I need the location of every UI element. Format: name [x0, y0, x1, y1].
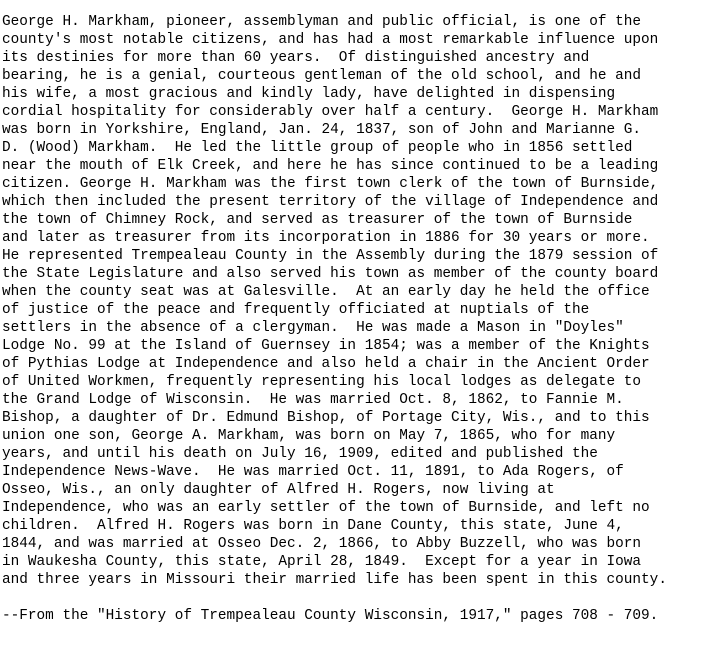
text-line: George H. Markham, pioneer, assemblyman and public official, is one of the [2, 14, 642, 30]
source-citation: --From the "History of Trempealeau County Wisconsin, 1917," pages 708 - 709. [2, 608, 659, 624]
text-line: He represented Trempealeau County in the Assembly during the 1879 session of [2, 248, 659, 264]
text-line: when the county seat was at Galesville. At an early day he held the office [2, 284, 650, 300]
text-line: and later as treasurer from its incorporation in 1886 for 30 years or more. [2, 230, 650, 246]
text-line: children. Alfred H. Rogers was born in Dane County, this state, June 4, [2, 518, 624, 534]
text-line: of United Workmen, frequently representing his local lodges as delegate to [2, 374, 642, 390]
text-line: the town of Chimney Rock, and served as treasurer of the town of Burnside [2, 212, 633, 228]
text-line: near the mouth of Elk Creek, and here he has since continued to be a leading [2, 158, 659, 174]
text-line: citizen. George H. Markham was the first town clerk of the town of Burnside, [2, 176, 659, 192]
text-line: Bishop, a daughter of Dr. Edmund Bishop, of Portage City, Wis., and to this [2, 410, 650, 426]
text-line: and three years in Missouri their married life has been spent in this county. [2, 572, 667, 588]
text-line: years, and until his death on July 16, 1909, edited and published the [2, 446, 598, 462]
text-line: county's most notable citizens, and has had a most remarkable influence upon [2, 32, 659, 48]
text-line: the Grand Lodge of Wisconsin. He was married Oct. 8, 1862, to Fannie M. [2, 392, 624, 408]
text-line: cordial hospitality for considerably over half a century. George H. Markham [2, 104, 659, 120]
text-line: union one son, George A. Markham, was born on May 7, 1865, who for many [2, 428, 616, 444]
text-line: which then included the present territory of the village of Independence and [2, 194, 659, 210]
text-line: Independence, who was an early settler of the town of Burnside, and left no [2, 500, 650, 516]
text-line: its destinies for more than 60 years. Of distinguished ancestry and [2, 50, 590, 66]
text-line: 1844, and was married at Osseo Dec. 2, 1866, to Abby Buzzell, who was born [2, 536, 642, 552]
text-line: was born in Yorkshire, England, Jan. 24, 1837, son of John and Marianne G. [2, 122, 642, 138]
text-line: the State Legislature and also served his town as member of the county board [2, 266, 659, 282]
biography-paragraph [2, 13, 726, 589]
text-line: in Waukesha County, this state, April 28, 1849. Except for a year in Iowa [2, 554, 642, 570]
text-line: his wife, a most gracious and kindly lady, have delighted in dispensing [2, 86, 616, 102]
text-line: Independence News-Wave. He was married Oct. 11, 1891, to Ada Rogers, of [2, 464, 624, 480]
text-line: D. (Wood) Markham. He led the little group of people who in 1856 settled [2, 140, 633, 156]
text-line: Lodge No. 99 at the Island of Guernsey in 1854; was a member of the Knights [2, 338, 650, 354]
blank-line [2, 589, 726, 607]
text-line: of justice of the peace and frequently officiated at nuptials of the [2, 302, 590, 318]
text-line: Osseo, Wis., an only daughter of Alfred H. Rogers, now living at [2, 482, 555, 498]
text-line: of Pythias Lodge at Independence and also held a chair in the Ancient Order [2, 356, 650, 372]
text-line: settlers in the absence of a clergyman. He was made a Mason in "Doyles" [2, 320, 624, 336]
text-line: bearing, he is a genial, courteous gentleman of the old school, and he and [2, 68, 642, 84]
